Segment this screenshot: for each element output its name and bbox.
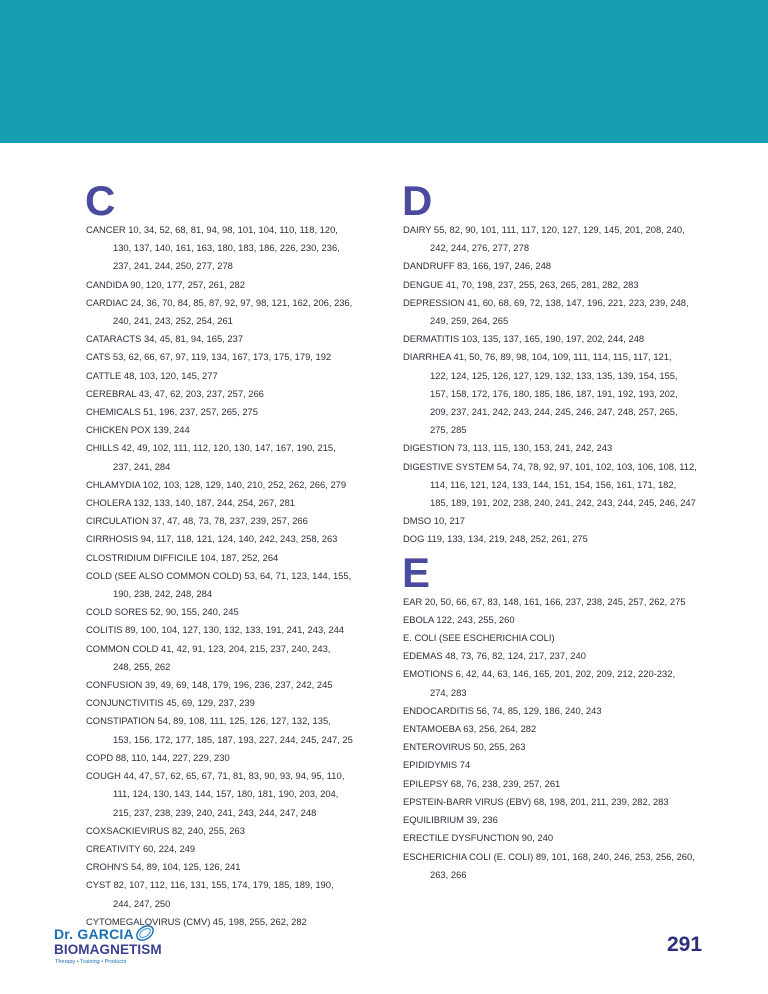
entry-continuation-line: 237, 241, 244, 250, 277, 278: [113, 260, 233, 272]
index-entry: [86, 858, 411, 876]
index-entry: [86, 694, 411, 712]
entry-continuation-line: 114, 116, 121, 124, 133, 144, 151, 154, 156, 161, 171, 182,: [430, 478, 677, 490]
index-entry: [403, 276, 723, 294]
entry-line: CATS 53, 62, 66, 67, 97, 119, 134, 167, 173, 175, 179, 192: [86, 351, 332, 363]
logo-main-text: BIOMAGNETISM: [54, 942, 162, 957]
index-entry: [403, 829, 723, 847]
entry-line: COPD 88, 110, 144, 227, 229, 230: [86, 751, 230, 763]
entry-line: ENDOCARDITIS 56, 74, 85, 129, 186, 240, 243: [403, 704, 602, 716]
entry-continuation-line: 185, 189, 191, 202, 238, 240, 241, 242, 243, 244, 245, 246, 247: [430, 497, 696, 509]
index-entry: [403, 811, 723, 829]
index-entry: [403, 530, 723, 548]
entry-line: CONSTIPATION 54, 89, 108, 111, 125, 126, 127, 132, 135,: [86, 715, 331, 727]
entry-line: EAR 20, 50, 66, 67, 83, 148, 161, 166, 237, 238, 245, 257, 262, 275: [403, 595, 686, 607]
index-entry: [403, 720, 723, 738]
entry-line: COMMON COLD 41, 42, 91, 123, 204, 215, 237, 240, 243,: [86, 642, 331, 654]
index-entry: [403, 221, 723, 257]
entry-continuation-line: 244, 247, 250: [113, 897, 171, 909]
index-entry: [86, 712, 411, 748]
section-letter: D: [402, 177, 433, 224]
page-number: 291: [667, 933, 703, 956]
entry-line: ENTEROVIRUS 50, 255, 263: [403, 741, 526, 753]
section-letter: E: [402, 548, 431, 596]
entry-continuation-line: 275, 285: [430, 424, 467, 436]
entry-continuation-line: 215, 237, 238, 239, 240, 241, 243, 244, 247, 248: [113, 806, 317, 818]
index-section-e: [402, 548, 723, 884]
logo-top-text: Dr. GARCIA: [54, 926, 134, 942]
entry-line: E. COLI (SEE ESCHERICHIA COLI): [403, 632, 555, 644]
index-entry: [86, 840, 411, 858]
entry-continuation-line: 242, 244, 276, 277, 278: [430, 242, 530, 254]
entry-line: CYST 82, 107, 112, 116, 131, 155, 174, 179, 185, 189, 190,: [86, 879, 334, 891]
entry-line: COLD SORES 52, 90, 155, 240, 245: [86, 606, 239, 618]
index-entry: [403, 257, 723, 275]
entry-continuation-line: 249, 259, 264, 265: [430, 315, 509, 327]
logo-tagline: Therapy • Training • Products: [55, 959, 127, 965]
entry-line: ESCHERICHIA COLI (E. COLI) 89, 101, 168, 240, 246, 253, 256, 260,: [403, 850, 695, 862]
entry-line: EQUILIBRIUM 39, 236: [403, 814, 498, 826]
index-entry: [86, 512, 411, 530]
entry-line: CHEMICALS 51, 196, 237, 257, 265, 275: [86, 406, 258, 418]
entry-line: EPSTEIN-BARR VIRUS (EBV) 68, 198, 201, 211, 239, 282, 283: [403, 795, 669, 807]
index-entry: [86, 385, 411, 403]
entry-line: EMOTIONS 6, 42, 44, 63, 146, 165, 201, 202, 209, 212, 220-232,: [403, 668, 676, 680]
index-entry: [403, 512, 723, 530]
entry-continuation-line: 274, 283: [430, 686, 467, 698]
index-entry: [86, 603, 411, 621]
entry-line: EPIDIDYMIS 74: [403, 759, 471, 771]
index-entry: [86, 330, 411, 348]
index-entry: [403, 611, 723, 629]
index-entry: [86, 530, 411, 548]
index-entry: [403, 665, 723, 701]
index-entry: [86, 876, 411, 912]
entry-continuation-line: 122, 124, 125, 126, 127, 129, 132, 133, 135, 139, 154, 155,: [430, 369, 678, 381]
index-entry: [86, 567, 411, 603]
header-banner: [0, 0, 768, 143]
index-entry: [86, 421, 411, 439]
entry-line: DIGESTIVE SYSTEM 54, 74, 78, 92, 97, 101, 102, 103, 106, 108, 112,: [403, 460, 697, 472]
index-entry: [86, 494, 411, 512]
index-entry: [86, 221, 411, 276]
entry-line: DMSO 10, 217: [403, 515, 466, 527]
entry-line: ERECTILE DYSFUNCTION 90, 240: [403, 832, 554, 844]
entry-line: DAIRY 55, 82, 90, 101, 111, 117, 120, 127, 129, 145, 201, 208, 240,: [403, 224, 685, 235]
index-entry: [86, 276, 411, 294]
entry-line: COUGH 44, 47, 57, 62, 65, 67, 71, 81, 83, 90, 93, 94, 95, 110,: [86, 770, 345, 782]
entry-line: COXSACKIEVIRUS 82, 240, 255, 263: [86, 824, 245, 836]
index-entry: [403, 793, 723, 811]
index-entry: [403, 348, 723, 439]
entry-continuation-line: 240, 241, 243, 252, 254, 261: [113, 315, 233, 327]
index-entry: [86, 621, 411, 639]
entry-line: CHOLERA 132, 133, 140, 187, 244, 254, 267, 281: [86, 497, 296, 509]
index-entry: [403, 848, 723, 884]
entry-continuation-line: 237, 241, 284: [113, 460, 171, 472]
index-entry: [403, 775, 723, 793]
entry-line: DIGESTION 73, 113, 115, 130, 153, 241, 242, 243: [403, 442, 613, 454]
index-entry: [86, 439, 411, 475]
index-entry: [403, 702, 723, 720]
index-entry: [403, 756, 723, 774]
entry-line: EDEMAS 48, 73, 76, 82, 124, 217, 237, 240: [403, 650, 586, 662]
entry-line: DEPRESSION 41, 60, 68, 69, 72, 138, 147, 196, 221, 223, 239, 248,: [403, 296, 689, 308]
entry-continuation-line: 248, 255, 262: [113, 660, 171, 672]
entry-line: CHLAMYDIA 102, 103, 128, 129, 140, 210, 252, 262, 266, 279: [86, 478, 347, 490]
entry-line: DERMATITIS 103, 135, 137, 165, 190, 197, 202, 244, 248: [403, 333, 645, 345]
index-entry: [403, 294, 723, 330]
index-column-right: [402, 177, 723, 884]
entry-line: CONJUNCTIVITIS 45, 69, 129, 237, 239: [86, 697, 255, 709]
entry-line: CROHN'S 54, 89, 104, 125, 126, 241: [86, 861, 241, 873]
entry-line: CANCER 10, 34, 52, 68, 81, 94, 98, 101, 104, 110, 118, 120,: [86, 224, 338, 235]
entry-line: CYTOMEGALOVIRUS (CMV) 45, 198, 255, 262, 282: [86, 915, 307, 927]
index-entry: [86, 348, 411, 366]
index-entry: [403, 593, 723, 611]
index-entry: [86, 403, 411, 421]
entry-line: CLOSTRIDIUM DIFFICILE 104, 187, 252, 264: [86, 551, 279, 563]
entry-line: EPILEPSY 68, 76, 238, 239, 257, 261: [403, 777, 561, 789]
entry-line: CIRRHOSIS 94, 117, 118, 121, 124, 140, 242, 243, 258, 263: [86, 533, 338, 545]
index-section-d: [402, 177, 723, 549]
entry-line: DANDRUFF 83, 166, 197, 246, 248: [403, 260, 551, 272]
index-entry: [86, 367, 411, 385]
index-entry: [403, 738, 723, 756]
entry-line: CATARACTS 34, 45, 81, 94, 165, 237: [86, 333, 244, 345]
entry-continuation-line: 130, 137, 140, 161, 163, 180, 183, 186, 226, 230, 236,: [113, 242, 340, 254]
entry-line: EBOLA 122, 243, 255, 260: [403, 613, 515, 625]
entry-line: CIRCULATION 37, 47, 48, 73, 78, 237, 239, 257, 266: [86, 515, 308, 527]
entry-line: CANDIDA 90, 120, 177, 257, 261, 282: [86, 278, 245, 290]
entry-line: CEREBRAL 43, 47, 62, 203, 237, 257, 266: [86, 387, 264, 399]
entry-continuation-line: 209, 237, 241, 242, 243, 244, 245, 246, 247, 248, 257, 265,: [430, 406, 678, 418]
entry-line: DENGUE 41, 70, 198, 237, 255, 263, 265, 281, 282, 283: [403, 278, 639, 290]
entry-line: COLD (SEE ALSO COMMON COLD) 53, 64, 71, 123, 144, 155,: [86, 569, 352, 581]
entry-continuation-line: 263, 266: [430, 868, 467, 880]
index-entry: [403, 330, 723, 348]
index-entry: [86, 767, 411, 822]
swirl-icon: [134, 922, 156, 944]
index-entry: [86, 676, 411, 694]
brand-logo: [50, 920, 180, 972]
entry-line: CREATIVITY 60, 224, 249: [86, 842, 196, 854]
entry-line: COLITIS 89, 100, 104, 127, 130, 132, 133, 191, 241, 243, 244: [86, 624, 345, 636]
index-entry: [86, 749, 411, 767]
entry-continuation-line: 111, 124, 130, 143, 144, 157, 180, 181, 190, 203, 204,: [113, 788, 339, 800]
index-entry: [403, 458, 723, 513]
entry-line: CARDIAC 24, 36, 70, 84, 85, 87, 92, 97, 98, 121, 162, 206, 236,: [86, 296, 353, 308]
entry-line: DIARRHEA 41, 50, 76, 89, 98, 104, 109, 111, 114, 115, 117, 121,: [403, 351, 672, 363]
entry-line: CATTLE 48, 103, 120, 145, 277: [86, 369, 218, 381]
index-entry: [86, 549, 411, 567]
section-letter: C: [85, 177, 116, 224]
entry-line: DOG 119, 133, 134, 219, 248, 252, 261, 275: [403, 533, 588, 545]
entry-line: ENTAMOEBA 63, 256, 264, 282: [403, 723, 537, 735]
index-section-c: [85, 177, 411, 931]
index-entry: [403, 647, 723, 665]
index-entry: [86, 294, 411, 330]
index-entry: [86, 822, 411, 840]
index-entry: [403, 439, 723, 457]
entry-continuation-line: 153, 156, 172, 177, 185, 187, 193, 227, 244, 245, 247, 25: [113, 733, 353, 745]
index-entry: [403, 629, 723, 647]
entry-line: CHILLS 42, 49, 102, 111, 112, 120, 130, 147, 167, 190, 215,: [86, 442, 336, 454]
index-entry: [86, 640, 411, 676]
index-column-left: [85, 177, 411, 931]
entry-line: CHICKEN POX 139, 244: [86, 424, 190, 436]
entry-line: CONFUSION 39, 49, 69, 148, 179, 196, 236, 237, 242, 245: [86, 679, 333, 691]
entry-continuation-line: 157, 158, 172, 176, 180, 185, 186, 187, 191, 192, 193, 202,: [430, 387, 678, 399]
entry-continuation-line: 190, 238, 242, 248, 284: [113, 588, 213, 600]
index-entry: [86, 476, 411, 494]
